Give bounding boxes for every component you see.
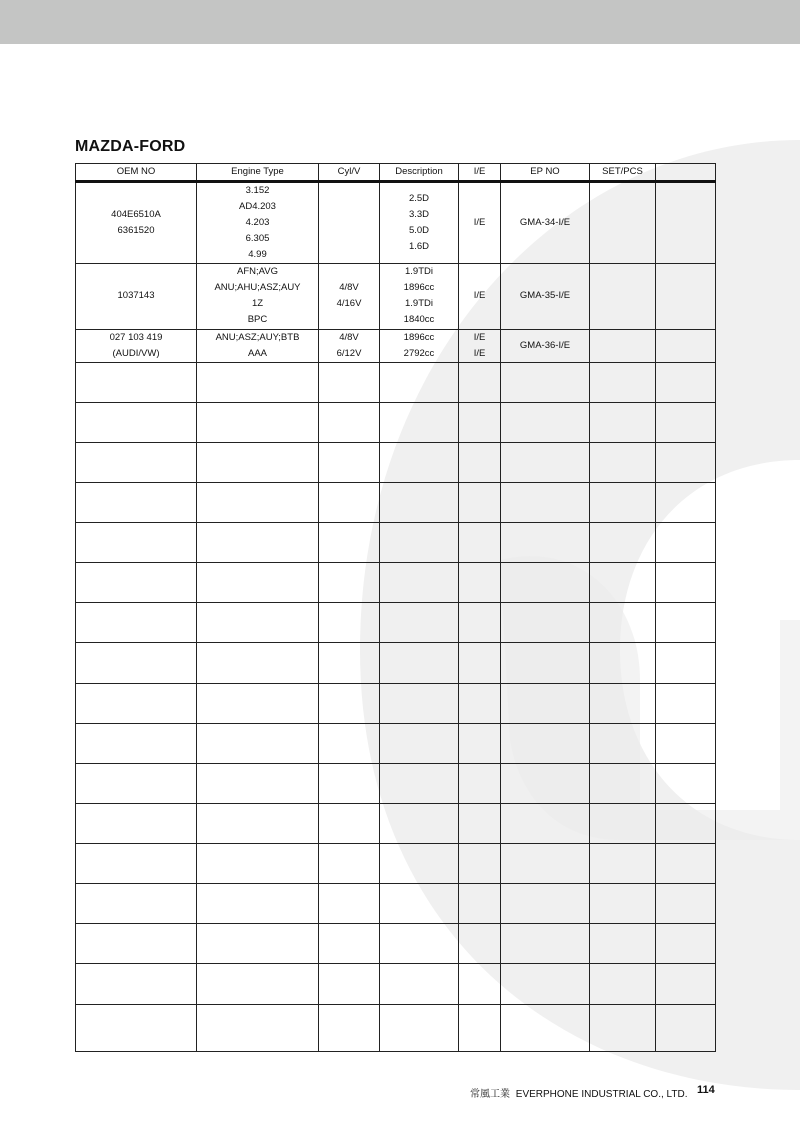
extra-cell — [656, 329, 716, 362]
description-cell — [380, 182, 459, 264]
engine-cell — [197, 264, 319, 329]
engine-type: AAA — [247, 347, 267, 359]
engine-type: 6.305 — [245, 233, 270, 245]
company-name-en: EVERPHONE INDUSTRIAL CO., LTD. — [515, 1089, 688, 1100]
header-oem-no: OEM NO — [76, 164, 197, 182]
empty-row — [76, 884, 716, 924]
ie-value: I/E — [473, 331, 486, 343]
empty-row — [76, 683, 716, 723]
parts-table — [75, 163, 716, 1052]
empty-row — [76, 442, 716, 482]
empty-row — [76, 482, 716, 522]
empty-row — [76, 723, 716, 763]
description: 3.3D — [408, 209, 430, 221]
table-row — [76, 329, 716, 362]
set-pcs-cell — [590, 182, 656, 264]
description: 1896cc — [403, 282, 435, 294]
ie-value: I/E — [473, 347, 486, 359]
engine-type: BPC — [247, 314, 268, 326]
cyl-value: 4/8V — [339, 282, 359, 294]
footer-company — [470, 1085, 687, 1100]
cyl-value: 4/16V — [336, 298, 362, 310]
header-engine-type: Engine Type — [197, 164, 319, 182]
oem-cell — [76, 264, 197, 329]
header-ie: I/E — [459, 164, 501, 182]
header-description: Description — [380, 164, 459, 182]
description: 1.6D — [408, 241, 430, 253]
description: 1896cc — [403, 331, 435, 343]
engine-type: 4.99 — [248, 249, 267, 261]
table-row — [76, 264, 716, 329]
description: 1840cc — [403, 314, 435, 326]
empty-row — [76, 964, 716, 1004]
ep-no-cell — [501, 329, 590, 362]
empty-row — [76, 402, 716, 442]
description: 2792cc — [403, 347, 435, 359]
engine-type: ANU;AHU;ASZ;AUY — [214, 282, 301, 294]
oem-cell — [76, 182, 197, 264]
section-title: MAZDA-FORD — [75, 138, 186, 155]
empty-row — [76, 763, 716, 803]
ep-no: GMA-34-I/E — [519, 217, 571, 229]
oem-cell — [76, 329, 197, 362]
ep-no-cell — [501, 264, 590, 329]
empty-row — [76, 844, 716, 884]
oem-no: (AUDI/VW) — [112, 347, 160, 359]
page-number: 114 — [697, 1084, 715, 1096]
description: 5.0D — [408, 225, 430, 237]
engine-cell — [197, 182, 319, 264]
empty-row — [76, 803, 716, 843]
empty-row — [76, 603, 716, 643]
empty-row — [76, 643, 716, 683]
ie-cell — [459, 264, 501, 329]
engine-cell — [197, 329, 319, 362]
description: 1.9TDi — [405, 266, 433, 278]
extra-cell — [656, 264, 716, 329]
header-ep-no: EP NO — [501, 164, 590, 182]
cyl-cell — [319, 264, 380, 329]
ep-no: GMA-36-I/E — [519, 339, 571, 351]
oem-no: 1037143 — [117, 290, 155, 302]
set-pcs-cell — [590, 264, 656, 329]
empty-row — [76, 1004, 716, 1051]
ie-cell — [459, 182, 501, 264]
description-cell — [380, 264, 459, 329]
engine-type: 4.203 — [245, 217, 270, 229]
header-cyl-v: Cyl/V — [319, 164, 380, 182]
company-name-cn: 常風工業 — [470, 1089, 510, 1100]
engine-type: 1Z — [251, 298, 264, 310]
ie-value: I/E — [473, 217, 486, 229]
engine-type: AD4.203 — [239, 201, 276, 213]
empty-row — [76, 563, 716, 603]
oem-no: 027 103 419 — [109, 331, 163, 343]
header-set-pcs: SET/PCS — [590, 164, 656, 182]
cyl-value: 6/12V — [336, 347, 362, 359]
oem-no: 6361520 — [117, 225, 155, 237]
header-extra — [656, 164, 716, 182]
empty-row — [76, 924, 716, 964]
description-cell — [380, 329, 459, 362]
cyl-cell — [319, 182, 380, 264]
engine-type: AFN;AVG — [237, 266, 278, 278]
engine-type: 3.152 — [245, 185, 270, 197]
empty-row — [76, 523, 716, 563]
ep-no: GMA-35-I/E — [519, 290, 571, 302]
ie-value: I/E — [473, 290, 486, 302]
header-row — [76, 164, 716, 182]
description: 1.9TDi — [405, 298, 433, 310]
empty-row — [76, 362, 716, 402]
engine-type: ANU;ASZ;AUY;BTB — [215, 331, 300, 343]
set-pcs-cell — [590, 329, 656, 362]
table-row — [76, 182, 716, 264]
oem-no: 404E6510A — [111, 209, 161, 221]
cyl-cell — [319, 329, 380, 362]
ie-cell — [459, 329, 501, 362]
ep-no-cell — [501, 182, 590, 264]
description: 2.5D — [408, 193, 430, 205]
extra-cell — [656, 182, 716, 264]
cyl-value: 4/8V — [339, 331, 359, 343]
